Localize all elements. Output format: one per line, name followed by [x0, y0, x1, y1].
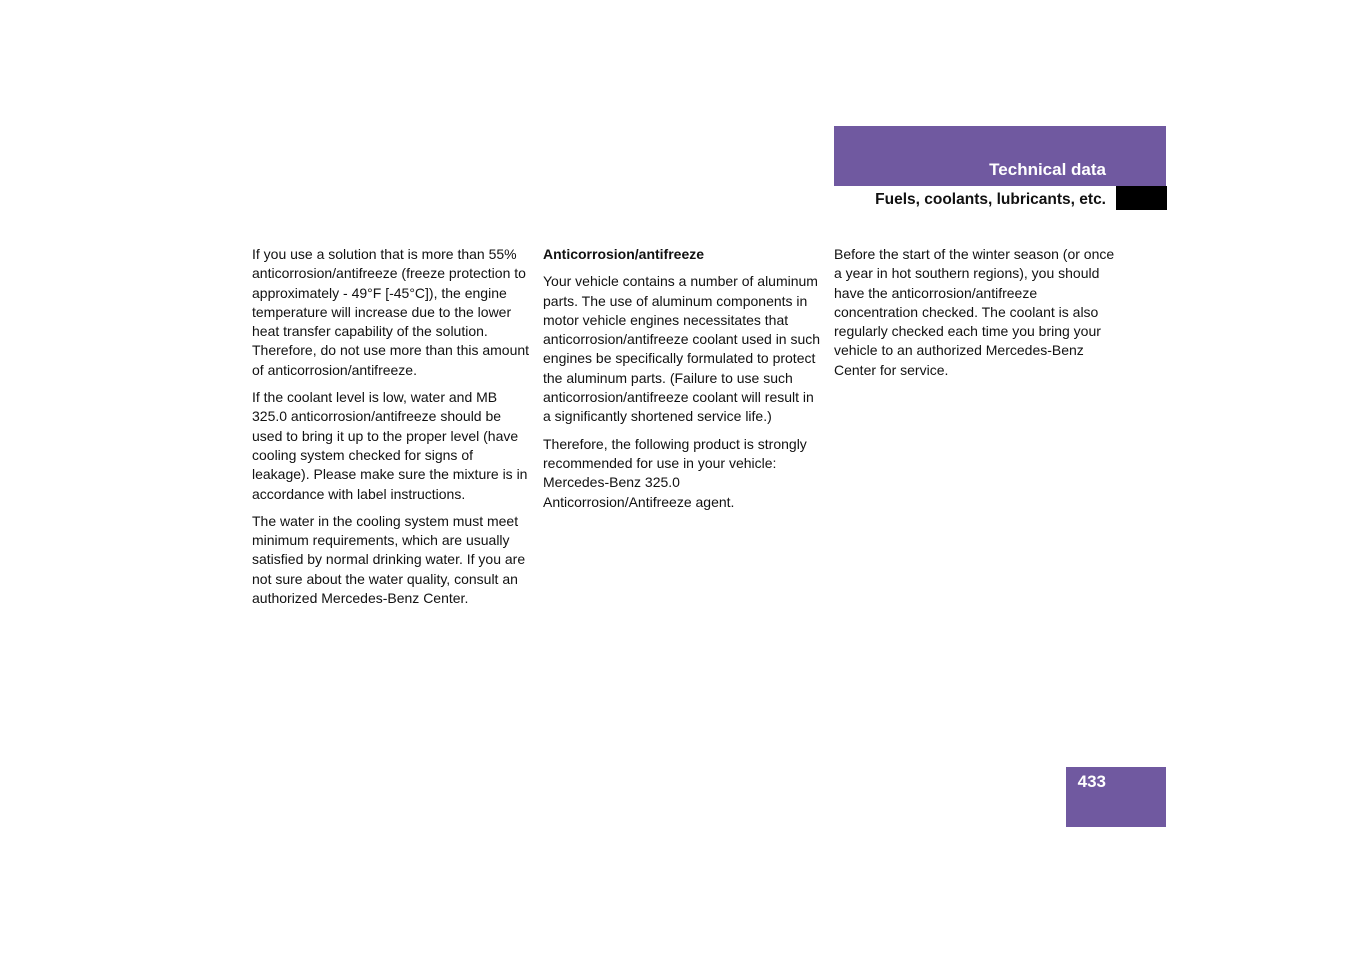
paragraph: Therefore, the following product is strongly recommended for use in your vehicle: Mercedes-Benz 325.0 Anticorrosion/Antifreeze agent.: [543, 435, 807, 510]
paragraph: If you use a solution that is more than 55% anticorrosion/antifreeze (freeze protection to approximately - 49°F [-45°C]), the engine temperature will increase due to the lower heat transfer capability of the solution. Therefore, do not use more than this amount of anticorrosion/antifreeze.: [252, 246, 530, 378]
text-column-3: [834, 245, 1116, 388]
section-heading: Anticorrosion/antifreeze: [543, 246, 705, 262]
text-column-2: [543, 245, 825, 520]
paragraph: If the coolant level is low, water and MB 325.0 anticorrosion/antifreeze should be used to bring it up to the proper level (have cooling system checked for signs of leakage). Please make sure the mixture is in accordance with label instructions.: [252, 389, 528, 502]
subsection-title: Fuels, coolants, lubricants, etc.: [875, 191, 1106, 208]
paragraph: Before the start of the winter season (or once a year in hot southern regions), you should have the anticorrosion/antifreeze concentration checked. The coolant is also regularly checked each time you bring your vehicle to an authorized Mercedes-Benz Center for service.: [834, 246, 1115, 378]
page-number: 433: [1077, 772, 1106, 791]
text-column-1: [252, 245, 534, 616]
section-title: Technical data: [989, 160, 1106, 179]
paragraph: Your vehicle contains a number of aluminum parts. The use of aluminum components in motor vehicle engines necessitates that anticorrosion/antifreeze coolant used in such engines be specifically formulated to protect the aluminum parts. (Failure to use such anticorrosion/antifreeze coolant will result in a significantly shortened service life.): [543, 273, 821, 425]
section-marker: [1116, 186, 1167, 210]
paragraph: The water in the cooling system must meet minimum requirements, which are usually satisfied by normal drinking water. If you are not sure about the water quality, consult an authorized Mercedes-Benz Center.: [252, 512, 526, 607]
